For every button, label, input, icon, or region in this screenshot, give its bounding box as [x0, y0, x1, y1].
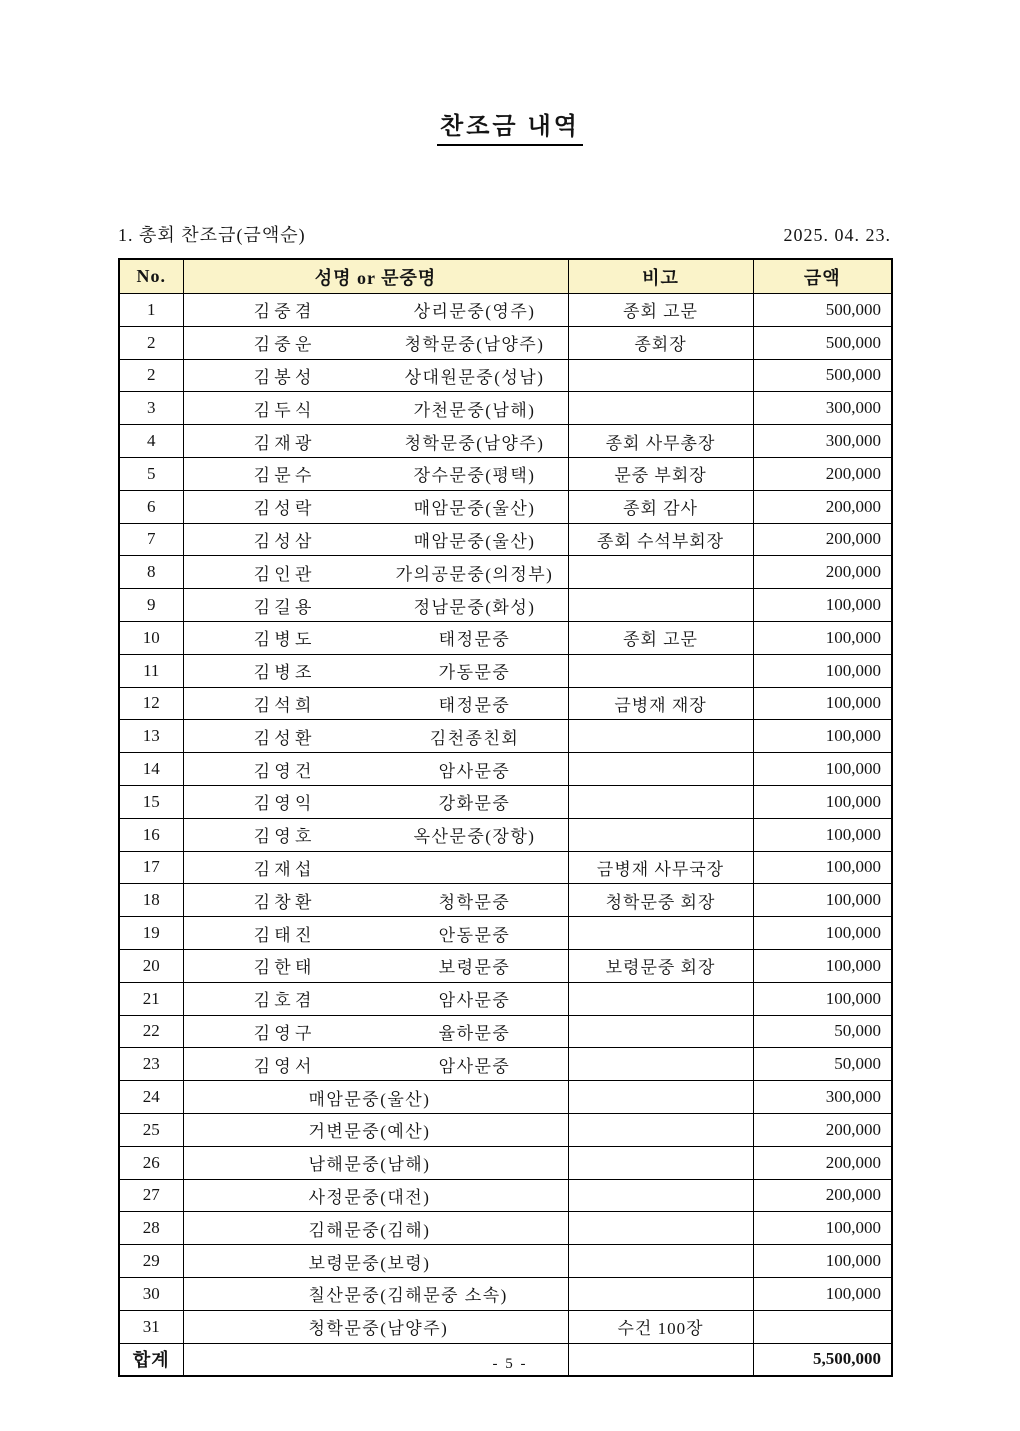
note-cell: 종회 사무총장 — [568, 425, 753, 458]
total-label: 합계 — [119, 1343, 183, 1376]
note-cell — [568, 753, 753, 786]
note-cell: 문중 부회장 — [568, 457, 753, 490]
col-header-note: 비고 — [568, 259, 753, 294]
table-row — [119, 1048, 892, 1081]
member-name: 김 병 조 — [253, 663, 312, 683]
member-name: 김 석 희 — [253, 695, 312, 715]
name-cell — [183, 392, 568, 425]
no-cell: 2 — [119, 326, 183, 359]
table-row — [119, 949, 892, 982]
name-cell — [183, 982, 568, 1015]
name-cell — [183, 1245, 568, 1278]
amount-cell: 300,000 — [753, 425, 892, 458]
note-cell — [568, 1015, 753, 1048]
note-cell — [568, 654, 753, 687]
clan-name: 장수문중(평택) — [413, 466, 536, 486]
note-cell — [568, 1212, 753, 1245]
date-label: 2025. 04. 23. — [783, 225, 891, 245]
note-cell — [568, 1081, 753, 1114]
table-row — [119, 1113, 892, 1146]
no-cell: 6 — [119, 490, 183, 523]
note-cell — [568, 982, 753, 1015]
name-cell — [183, 654, 568, 687]
note-cell: 종회 수석부회장 — [568, 523, 753, 556]
no-cell: 25 — [119, 1113, 183, 1146]
amount-cell: 100,000 — [753, 753, 892, 786]
name-cell — [183, 621, 568, 654]
table-row — [119, 1310, 892, 1343]
clan-name: 청학문중(남양주) — [404, 433, 545, 453]
member-name: 김 창 환 — [253, 892, 312, 912]
amount-cell: 200,000 — [753, 1179, 892, 1212]
note-cell — [568, 1277, 753, 1310]
clan-name: 김해문중(김해) — [308, 1220, 431, 1240]
clan-name: 상대원문중(성남) — [404, 367, 545, 387]
table-row — [119, 326, 892, 359]
name-cell — [183, 949, 568, 982]
no-cell: 23 — [119, 1048, 183, 1081]
name-cell — [183, 1310, 568, 1343]
clan-name: 암사문중 — [438, 761, 511, 781]
col-header-name: 성명 or 문중명 — [183, 259, 568, 294]
clan-name: 태정문중 — [438, 695, 511, 715]
no-cell: 12 — [119, 687, 183, 720]
table-row — [119, 425, 892, 458]
clan-name: 태정문중 — [438, 630, 511, 650]
amount-cell: 100,000 — [753, 687, 892, 720]
note-cell — [568, 359, 753, 392]
no-cell: 20 — [119, 949, 183, 982]
table-row — [119, 917, 892, 950]
note-cell: 종회 감사 — [568, 490, 753, 523]
amount-cell: 100,000 — [753, 720, 892, 753]
name-cell — [183, 556, 568, 589]
name-cell — [183, 1048, 568, 1081]
no-cell: 11 — [119, 654, 183, 687]
clan-name: 가천문중(남해) — [413, 400, 536, 420]
member-name: 김 태 진 — [253, 925, 312, 945]
amount-cell: 500,000 — [753, 326, 892, 359]
amount-cell: 200,000 — [753, 523, 892, 556]
amount-cell: 100,000 — [753, 654, 892, 687]
amount-cell: 100,000 — [753, 818, 892, 851]
no-cell: 2 — [119, 359, 183, 392]
title-block — [0, 106, 1020, 146]
no-cell: 18 — [119, 884, 183, 917]
clan-name: 칠산문중(김해문중 소속) — [308, 1286, 508, 1306]
no-cell: 16 — [119, 818, 183, 851]
clan-name: 상리문중(영주) — [413, 302, 536, 322]
note-cell: 종회장 — [568, 326, 753, 359]
no-cell: 5 — [119, 457, 183, 490]
amount-cell: 200,000 — [753, 556, 892, 589]
member-name: 김 두 식 — [253, 400, 312, 420]
member-name: 김 한 태 — [253, 958, 312, 978]
member-name: 김 성 락 — [253, 499, 312, 519]
name-cell — [183, 425, 568, 458]
name-cell — [183, 1146, 568, 1179]
name-cell — [183, 294, 568, 327]
table-row — [119, 785, 892, 818]
member-name: 김 길 용 — [253, 597, 312, 617]
total-amount: 5,500,000 — [753, 1343, 892, 1376]
amount-cell: 100,000 — [753, 621, 892, 654]
no-cell: 9 — [119, 589, 183, 622]
note-cell: 금병재 사무국장 — [568, 851, 753, 884]
clan-name: 안동문중 — [438, 925, 511, 945]
table-row — [119, 1146, 892, 1179]
name-cell — [183, 851, 568, 884]
name-cell — [183, 523, 568, 556]
amount-cell: 500,000 — [753, 294, 892, 327]
clan-name: 매암문중(울산) — [413, 531, 536, 551]
note-cell — [568, 556, 753, 589]
name-cell — [183, 359, 568, 392]
member-name: 김 중 운 — [253, 335, 312, 355]
no-cell: 13 — [119, 720, 183, 753]
table-row — [119, 523, 892, 556]
member-name: 김 성 환 — [253, 728, 312, 748]
name-cell — [183, 1113, 568, 1146]
clan-name: 강화문중 — [438, 794, 511, 814]
amount-cell: 50,000 — [753, 1048, 892, 1081]
no-cell: 17 — [119, 851, 183, 884]
amount-cell: 500,000 — [753, 359, 892, 392]
note-cell: 청학문중 회장 — [568, 884, 753, 917]
amount-cell: 200,000 — [753, 457, 892, 490]
note-cell — [568, 720, 753, 753]
clan-name: 정남문중(화성) — [413, 597, 536, 617]
name-cell — [183, 1179, 568, 1212]
col-header-no: No. — [119, 259, 183, 294]
table-row — [119, 884, 892, 917]
amount-cell: 100,000 — [753, 1277, 892, 1310]
table-row — [119, 457, 892, 490]
no-cell: 19 — [119, 917, 183, 950]
no-cell: 7 — [119, 523, 183, 556]
no-cell: 30 — [119, 1277, 183, 1310]
table-row — [119, 490, 892, 523]
table-row — [119, 1245, 892, 1278]
table-row — [119, 359, 892, 392]
note-cell: 보령문중 회장 — [568, 949, 753, 982]
member-name: 김 인 관 — [253, 564, 312, 584]
clan-name: 김천종친회 — [429, 728, 520, 748]
no-cell: 3 — [119, 392, 183, 425]
no-cell: 22 — [119, 1015, 183, 1048]
name-cell — [183, 753, 568, 786]
note-cell — [568, 1179, 753, 1212]
note-cell — [568, 917, 753, 950]
clan-name: 매암문중(울산) — [308, 1089, 431, 1109]
no-cell: 10 — [119, 621, 183, 654]
member-name: 김 영 서 — [253, 1056, 312, 1076]
no-cell: 8 — [119, 556, 183, 589]
name-cell — [183, 818, 568, 851]
table-row — [119, 851, 892, 884]
clan-name: 보령문중(보령) — [308, 1253, 431, 1273]
amount-cell: 300,000 — [753, 1081, 892, 1114]
member-name: 김 영 호 — [253, 827, 312, 847]
table-row — [119, 982, 892, 1015]
name-cell — [183, 326, 568, 359]
table-row — [119, 687, 892, 720]
no-cell: 21 — [119, 982, 183, 1015]
clan-name: 사정문중(대전) — [308, 1187, 431, 1207]
note-cell — [568, 1113, 753, 1146]
note-cell — [568, 1146, 753, 1179]
amount-cell: 50,000 — [753, 1015, 892, 1048]
amount-cell: 100,000 — [753, 982, 892, 1015]
member-name: 김 영 익 — [253, 794, 312, 814]
table-row — [119, 392, 892, 425]
note-cell — [568, 785, 753, 818]
amount-cell — [753, 1310, 892, 1343]
table-header-row — [119, 259, 892, 294]
clan-name: 청학문중(남양주) — [404, 335, 545, 355]
amount-cell: 100,000 — [753, 589, 892, 622]
table-row — [119, 720, 892, 753]
clan-name: 매암문중(울산) — [413, 499, 536, 519]
amount-cell: 100,000 — [753, 917, 892, 950]
no-cell: 24 — [119, 1081, 183, 1114]
no-cell: 29 — [119, 1245, 183, 1278]
clan-name: 옥산문중(장항) — [413, 827, 536, 847]
amount-cell: 100,000 — [753, 1245, 892, 1278]
amount-cell: 100,000 — [753, 949, 892, 982]
clan-name: 가의공문중(의정부) — [395, 564, 554, 584]
name-cell — [183, 490, 568, 523]
member-name: 김 재 섭 — [253, 859, 312, 879]
amount-cell: 100,000 — [753, 851, 892, 884]
member-name: 김 중 겸 — [253, 302, 312, 322]
member-name: 김 병 도 — [253, 630, 312, 650]
note-cell: 종회 고문 — [568, 621, 753, 654]
clan-name: 거변문중(예산) — [308, 1122, 431, 1142]
note-cell — [568, 1048, 753, 1081]
table-row — [119, 1015, 892, 1048]
member-name: 김 문 수 — [253, 466, 312, 486]
name-cell — [183, 884, 568, 917]
name-cell — [183, 720, 568, 753]
name-cell — [183, 687, 568, 720]
page-title: 찬조금 내역 — [437, 106, 583, 146]
member-name: 김 봉 성 — [253, 367, 312, 387]
no-cell: 14 — [119, 753, 183, 786]
table-row — [119, 621, 892, 654]
note-cell — [568, 589, 753, 622]
clan-name: 청학문중(남양주) — [308, 1319, 449, 1339]
no-cell: 15 — [119, 785, 183, 818]
clan-name: 청학문중 — [438, 892, 511, 912]
clan-name: 암사문중 — [438, 991, 511, 1011]
table-row — [119, 818, 892, 851]
name-cell — [183, 1015, 568, 1048]
table-row — [119, 556, 892, 589]
amount-cell: 200,000 — [753, 1146, 892, 1179]
name-cell — [183, 1277, 568, 1310]
name-cell — [183, 1212, 568, 1245]
amount-cell: 100,000 — [753, 1212, 892, 1245]
note-cell — [568, 1245, 753, 1278]
table-row — [119, 1212, 892, 1245]
name-cell — [183, 917, 568, 950]
member-name: 김 성 삼 — [253, 531, 312, 551]
no-cell: 31 — [119, 1310, 183, 1343]
amount-cell: 100,000 — [753, 884, 892, 917]
table-row — [119, 1081, 892, 1114]
note-cell — [568, 818, 753, 851]
name-cell — [183, 1081, 568, 1114]
member-name: 김 호 겸 — [253, 991, 312, 1011]
table-row — [119, 1179, 892, 1212]
amount-cell: 100,000 — [753, 785, 892, 818]
no-cell: 1 — [119, 294, 183, 327]
name-cell — [183, 589, 568, 622]
clan-name: 가동문중 — [438, 663, 511, 683]
subheader — [118, 221, 891, 247]
col-header-amount: 금액 — [753, 259, 892, 294]
name-cell — [183, 457, 568, 490]
page-number: - 5 - — [492, 1356, 528, 1372]
amount-cell: 200,000 — [753, 1113, 892, 1146]
member-name: 김 재 광 — [253, 433, 312, 453]
amount-cell: 200,000 — [753, 490, 892, 523]
clan-name: 암사문중 — [438, 1056, 511, 1076]
no-cell: 27 — [119, 1179, 183, 1212]
section-label: 1. 총회 찬조금(금액순) — [118, 225, 306, 245]
clan-name: 율하문중 — [438, 1023, 511, 1043]
table-row — [119, 753, 892, 786]
member-name: 김 영 건 — [253, 761, 312, 781]
no-cell: 26 — [119, 1146, 183, 1179]
note-cell: 수건 100장 — [568, 1310, 753, 1343]
no-cell: 4 — [119, 425, 183, 458]
clan-name: 남해문중(남해) — [308, 1155, 431, 1175]
member-name: 김 영 구 — [253, 1023, 312, 1043]
table-row — [119, 1277, 892, 1310]
amount-cell: 300,000 — [753, 392, 892, 425]
name-cell — [183, 785, 568, 818]
table-row — [119, 294, 892, 327]
donation-table — [118, 258, 893, 1377]
no-cell: 28 — [119, 1212, 183, 1245]
note-cell — [568, 392, 753, 425]
note-cell: 금병재 재장 — [568, 687, 753, 720]
table-row — [119, 654, 892, 687]
table-row — [119, 589, 892, 622]
note-cell: 종회 고문 — [568, 294, 753, 327]
clan-name: 보령문중 — [438, 958, 511, 978]
